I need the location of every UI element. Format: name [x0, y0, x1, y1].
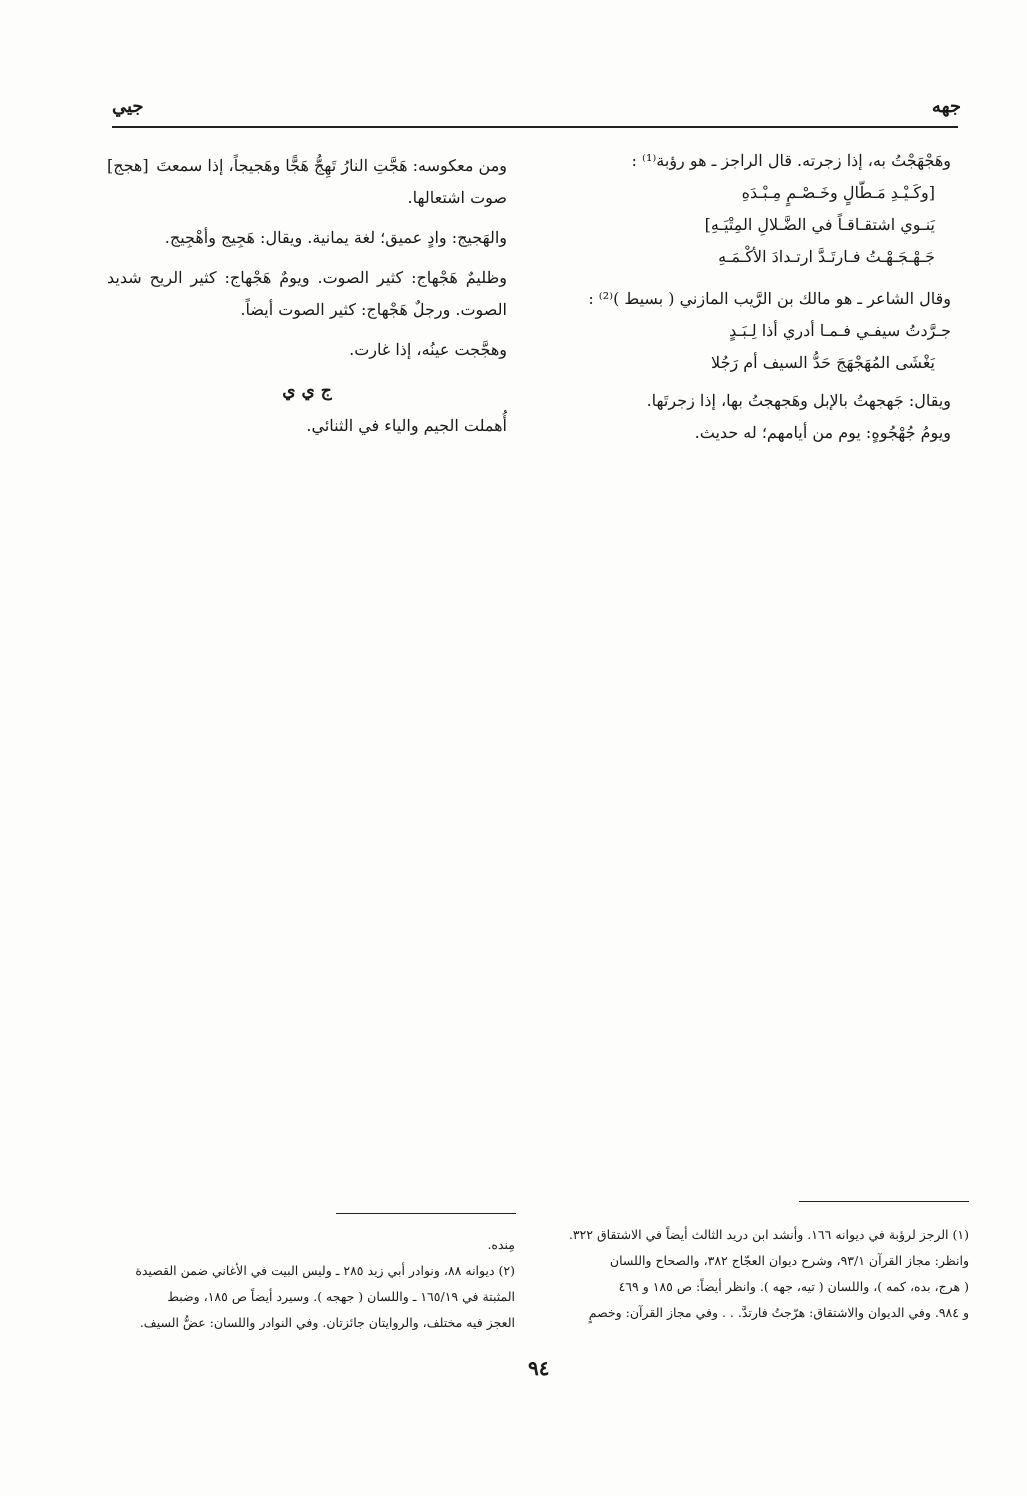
footnotes-left	[110, 1232, 515, 1336]
footnote-line: مِنده.	[487, 1237, 515, 1252]
verse-line: جَـهْـجَـهْـتُ فـارتَـدَّ ارتـدادَ الأكْـمَـهِ	[718, 247, 935, 266]
footnote-line: (١) الرجز لرؤبة في ديوانه ١٦٦. وأنشد ابن دريد الثالث أيضاً في الاشتقاق ٣٢٢.	[568, 1227, 969, 1242]
paragraph: وهجَّجت عينُه، إذا غارت.	[349, 340, 507, 359]
paragraph-line: صوت اشتعالها.	[407, 188, 507, 207]
header-rule	[112, 126, 958, 128]
footnote-line: (٢) ديوانه ٨٨، ونوادر أبي زيد ٢٨٥ ـ وليس البيت في الأغاني ضمن القصيدة	[135, 1263, 515, 1278]
section-text: أُهملت الجيم والياء في الثنائي.	[306, 416, 507, 435]
footnote-line: ( هرج، بده، كمه )، واللسان ( تيه، جهه ). وانظر أيضاً: ص ١٨٥ و ٤٦٩	[618, 1279, 969, 1294]
footnote-rule-left	[336, 1213, 516, 1214]
footnote-line: المثبتة في ١٦٥/١٩ ـ واللسان ( جهجه ). وسيرد أيضاً ص ١٨٥، وضبط	[167, 1289, 515, 1304]
left-column	[107, 150, 507, 450]
footnote-line: العجز فيه مختلف، والروايتان جائزتان. وفي النوادر واللسان: عضُّ السيف.	[139, 1315, 515, 1330]
verse-line: [وكَـيْـدِ مَـطّالٍ وخَـصْـمٍ مِـبْـدَهِ	[741, 183, 935, 202]
right-column	[561, 145, 951, 449]
poet-intro-line: وقال الشاعر ـ هو مالك بن الرَّيب المازني ( بسيط )⁽²⁾ :	[588, 289, 951, 308]
footnotes-right	[559, 1222, 969, 1326]
verse-line: جـرَّدتُ سيفـي فـمـا أدري أذا لِـبَـدٍ	[729, 321, 951, 340]
running-header-right: جهه	[931, 96, 961, 117]
footnote-line: و ٩٨٤. وفي الديوان والاشتقاق: هرّجتُ فارتدَّ. . . وفي مجاز القرآن: وخصمٍ	[588, 1305, 969, 1320]
running-header-left: جيي	[112, 96, 144, 117]
paragraph: ويقال: جَهجهتُ بالإبل وهَجهجتُ بها، إذا زجرتَها.	[646, 391, 951, 410]
footnote-line: وانظر: مجاز القرآن ٩٣/١، وشرح ديوان العجّاج ٣٨٢، والصحاح واللسان	[609, 1253, 969, 1268]
page-number: ٩٤	[528, 1356, 550, 1380]
footnote-rule-right	[799, 1201, 969, 1202]
paragraph-text: ومن معكوسه: هَجَّتِ النارُ تَهِجُّ هَجًّا وهَجيجاً، إذا سمعتَ	[156, 156, 507, 175]
root-tag: [هجج]	[107, 156, 149, 175]
intro-line: وهَجْهَجْتُ به، إذا زجرته. قال الراجز ـ هو رؤبة⁽¹⁾ :	[631, 151, 951, 170]
section-title: ج ي ي	[282, 381, 332, 401]
verse-line: يَغْشَى المُهَجْهَجَ حَدُّ السيف أم رَجُلا	[711, 353, 935, 372]
paragraph: والهَجيج: وادٍ عميق؛ لغة يمانية. ويقال: هَجِيج وأهْجِيج.	[164, 228, 507, 247]
paragraph: وظليمٌ هَجْهاج: كثير الصوت. ويومٌ هَجْهاج: كثير الريح شديد الصوت. ورجلٌ هَجْهاج: كثير الصوت أيضاً.	[107, 268, 507, 319]
paragraph: ويومُ جُهْجُوهٍ: يوم من أيامهم؛ له حديث.	[694, 423, 951, 442]
paragraph-first-line	[107, 150, 507, 182]
verse-line: يَنـوي اشتقـاقـاً في الضَّـلالِ المِتْيَـهِ]	[704, 215, 935, 234]
